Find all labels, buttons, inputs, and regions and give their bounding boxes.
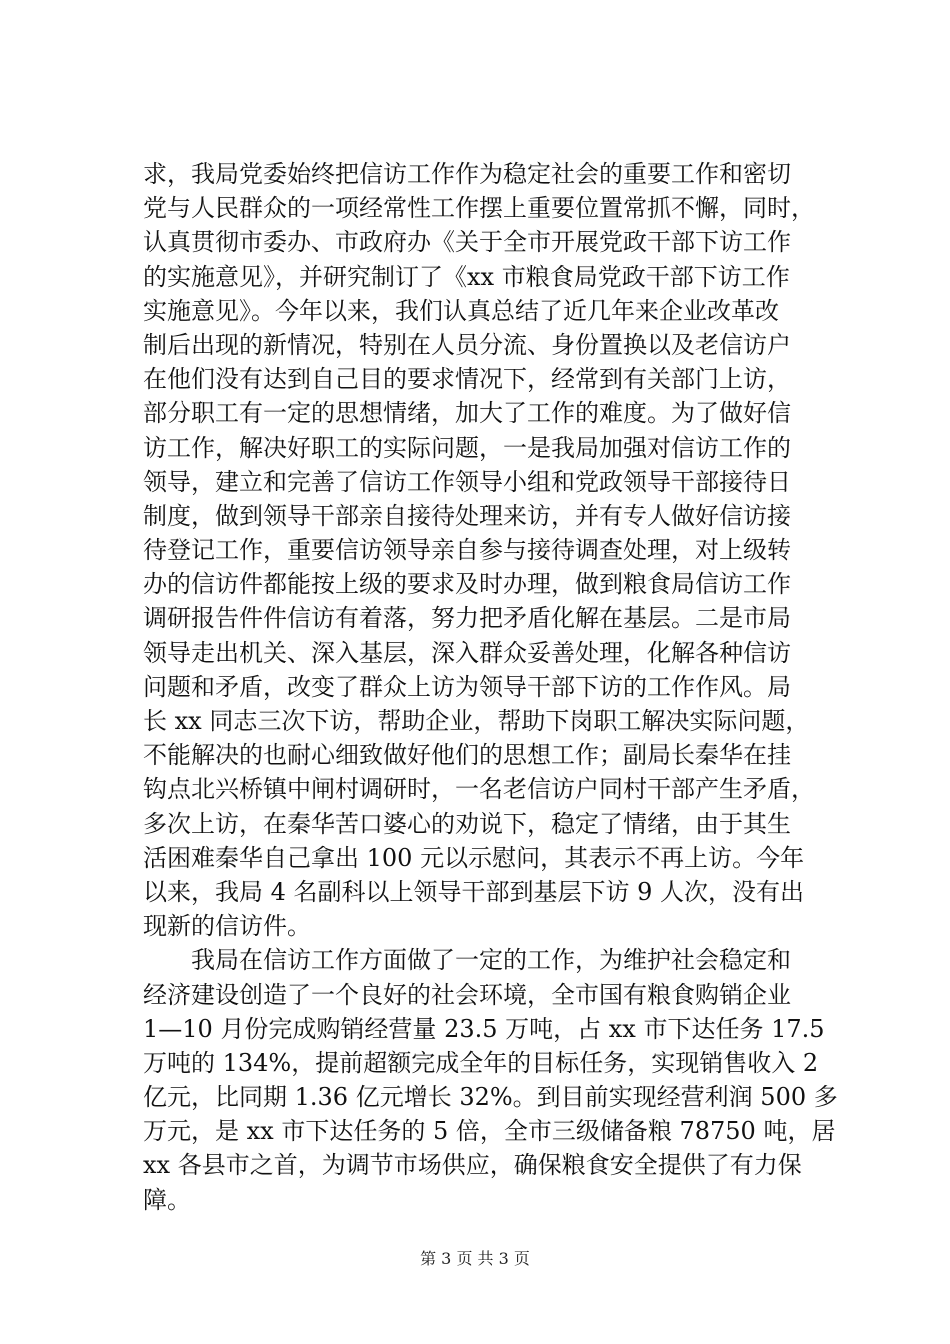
paragraph-2 <box>143 943 843 1217</box>
text-line: 现新的信访件。 <box>143 912 311 941</box>
text-line: 经济建设创造了一个良好的社会环境，全市国有粮食购销企业 <box>143 980 791 1009</box>
text-line: 亿元，比同期 1.36 亿元增长 32%。到目前实现经营利润 500 多 <box>143 1083 838 1112</box>
text-line: 待登记工作，重要信访领导亲自参与接待调查处理，对上级转 <box>143 536 791 565</box>
text-line: 多次上访，在秦华苦口婆心的劝说下，稳定了情绪，由于其生 <box>143 809 791 838</box>
text-line: 党与人民群众的一项经常性工作摆上重要位置常抓不懈，同时， <box>143 194 815 223</box>
text-line: 认真贯彻市委办、市政府办《关于全市开展党政干部下访工作 <box>143 228 791 257</box>
text-line: 1—10 月份完成购销经营量 23.5 万吨，占 xx 市下达任务 17.5 <box>143 1014 825 1043</box>
text-line: 的实施意见》，并研究制订了《xx 市粮食局党政干部下访工作 <box>143 262 790 291</box>
text-line: 我局在信访工作方面做了一定的工作，为维护社会稳定和 <box>143 946 791 975</box>
text-line: 办的信访件都能按上级的要求及时办理，做到粮食局信访工作 <box>143 570 791 599</box>
text-line: 钩点北兴桥镇中闸村调研时，一名老信访户同村干部产生矛盾， <box>143 775 815 804</box>
text-line: 调研报告件件信访有着落，努力把矛盾化解在基层。二是市局 <box>143 604 791 633</box>
document-body <box>143 157 843 1217</box>
text-line: 部分职工有一定的思想情绪，加大了工作的难度。为了做好信 <box>143 399 791 428</box>
text-line: 不能解决的也耐心细致做好他们的思想工作；副局长秦华在挂 <box>143 741 791 770</box>
page-footer <box>0 1249 950 1269</box>
text-line: 领导，建立和完善了信访工作领导小组和党政领导干部接待日 <box>143 467 791 496</box>
text-line: 实施意见》。今年以来，我们认真总结了近几年来企业改革改 <box>143 296 779 325</box>
text-line: 领导走出机关、深入基层，深入群众妥善处理，化解各种信访 <box>143 638 791 667</box>
text-line: xx 各县市之首，为调节市场供应，确保粮食安全提供了有力保 <box>143 1151 802 1180</box>
text-line: 在他们没有达到自己目的要求情况下，经常到有关部门上访， <box>143 365 791 394</box>
text-line: 障。 <box>143 1185 191 1214</box>
text-line: 万吨的 134%，提前超额完成全年的目标任务，实现销售收入 2 <box>143 1048 819 1077</box>
text-line: 求，我局党委始终把信访工作作为稳定社会的重要工作和密切 <box>143 160 791 188</box>
text-line: 访工作，解决好职工的实际问题，一是我局加强对信访工作的 <box>143 433 791 462</box>
text-line: 以来，我局 4 名副科以上领导干部到基层下访 9 人次，没有出 <box>143 877 805 906</box>
text-line: 制度，做到领导干部亲自接待处理来访，并有专人做好信访接 <box>143 501 791 530</box>
paragraph-1 <box>143 157 843 943</box>
text-line: 活困难秦华自己拿出 100 元以示慰问，其表示不再上访。今年 <box>143 843 805 872</box>
page-number-label: 第 3 页 共 3 页 <box>420 1249 530 1268</box>
text-line: 制后出现的新情况，特别在人员分流、身份置换以及老信访户 <box>143 330 791 359</box>
text-line: 问题和矛盾，改变了群众上访为领导干部下访的工作作风。局 <box>143 672 791 701</box>
text-line: 长 xx 同志三次下访，帮助企业，帮助下岗职工解决实际问题， <box>143 707 810 735</box>
text-line: 万元，是 xx 市下达任务的 5 倍，全市三级储备粮 78750 吨，居 <box>143 1117 836 1146</box>
